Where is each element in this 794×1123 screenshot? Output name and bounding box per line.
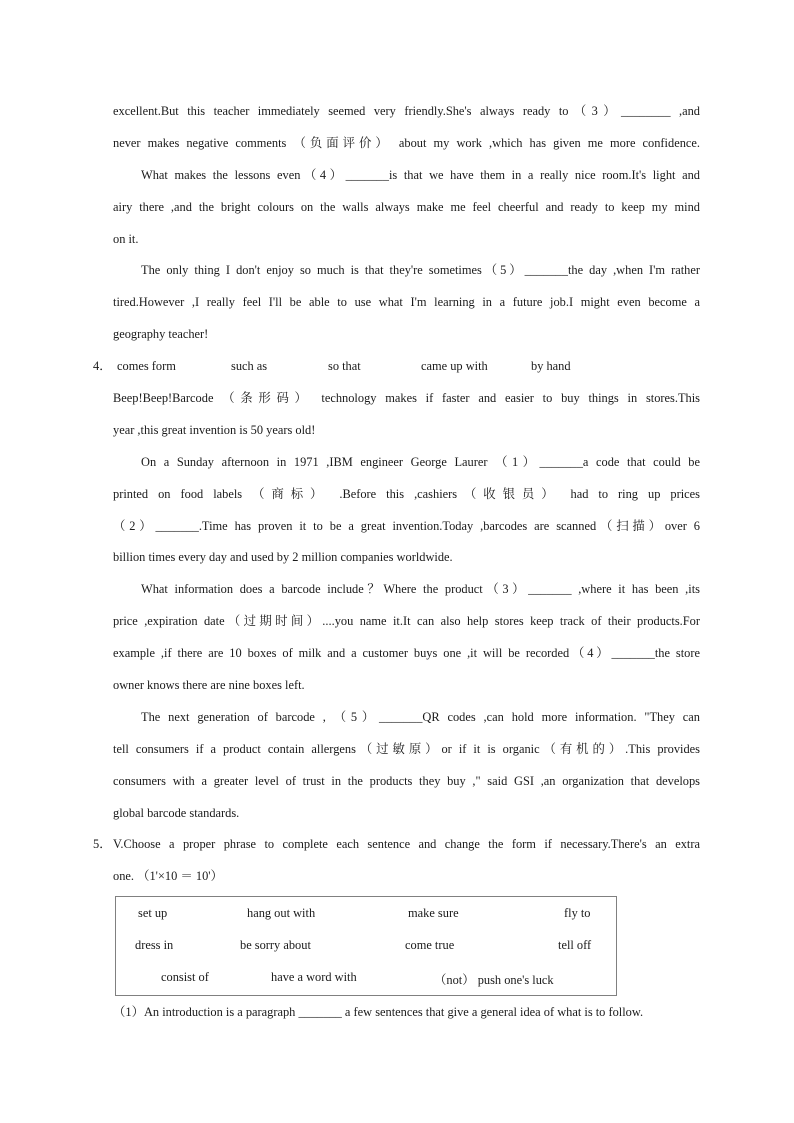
- q4-option-5: by hand: [531, 359, 571, 374]
- q4-line-1: Beep!Beep!Barcode （条形码） technology makes if faster and easier to buy things in stores.This: [113, 391, 700, 406]
- q4-line-3: On a Sunday afternoon in 1971 ,IBM engineer George Laurer （1）_______a code that could be: [141, 454, 700, 469]
- phrase-fly-to: fly to: [564, 906, 591, 921]
- phrase-make-sure: make sure: [408, 906, 459, 921]
- q4-line-2: year ,this great invention is 50 years old!: [113, 422, 316, 437]
- q3-line-2: never makes negative comments （负面评价） about my work ,which has given me more confidence.: [113, 135, 700, 150]
- q5-instruction-text: V.Choose a proper phrase to complete each sentence and change the form if necessary.There's an extra: [113, 837, 700, 852]
- q4-line-7: What information does a barcode include？Where the product（3）_______ ,where it has been ,its: [141, 582, 700, 597]
- q3-line-7: tired.However ,I really feel I'll be able to use what I'm learning in a future job.I might even become a: [113, 295, 700, 310]
- q4-line-12: tell consumers if a product contain allergens（过敏原）or if it is organic（有机的）.This provides: [113, 741, 700, 756]
- q4-options-row: [93, 351, 700, 383]
- q3-line-3: What makes the lessons even（4）_______is that we have them in a really nice room.It's light and: [141, 167, 700, 182]
- q5-instruction-line-2: one. （1'×10 ＝ 10'）: [113, 869, 223, 884]
- q3-line-1: excellent.But this teacher immediately seemed very friendly.She's always ready to（3）________ ,and: [113, 104, 700, 118]
- q4-option-4: came up with: [421, 359, 488, 374]
- q4-line-9: example ,if there are 10 boxes of milk and a customer buys one ,it will be recorded（4）_______the store: [113, 646, 700, 661]
- phrase-have-a-word-with: have a word with: [271, 970, 357, 985]
- phrase-consist-of: consist of: [161, 970, 209, 985]
- q4-option-3: so that: [328, 359, 361, 374]
- phrase-hang-out-with: hang out with: [247, 906, 316, 921]
- q5-sentence-1: （1）An introduction is a paragraph _______ a few sentences that give a general idea of what is to follow.: [113, 1005, 644, 1020]
- q4-option-2: such as: [231, 359, 268, 374]
- q4-line-6: billion times every day and used by 2 million companies worldwide.: [113, 550, 453, 565]
- q4-line-13: consumers with a greater level of trust in the products they buy ," said GSI ,an organization that develops: [113, 773, 700, 788]
- q3-line-5: on it.: [113, 231, 139, 246]
- q4-line-5: （2）_______.Time has proven it to be a great invention.Today ,barcodes are scanned（扫描）over 6: [113, 518, 700, 533]
- phrase-not-push-ones-luck: （not） push one's luck: [434, 973, 554, 988]
- q3-line-4: airy there ,and the bright colours on the walls always make me feel cheerful and ready to keep my mind: [113, 199, 700, 214]
- q3-line-6: The only thing I don't enjoy so much is that they're sometimes（5）_______the day ,when I'm rather: [141, 263, 700, 278]
- q5-number: 5．: [93, 837, 112, 852]
- phrase-set-up: set up: [138, 906, 168, 921]
- phrase-come-true: come true: [405, 938, 455, 953]
- phrase-tell-off: tell off: [558, 938, 592, 953]
- q4-number: 4．: [93, 359, 112, 374]
- q4-line-8: price ,expiration date（过期时间）....you name it.It can also help stores keep track of their products.For: [113, 614, 700, 629]
- q4-line-11: The next generation of barcode , （5）_______QR codes ,can hold more information. "They can: [141, 709, 700, 724]
- phrase-dress-in: dress in: [135, 938, 174, 953]
- content-column: [93, 96, 700, 1026]
- q3-line-8: geography teacher!: [113, 327, 209, 342]
- q5-instruction-line-1: [93, 829, 700, 861]
- q4-option-1: comes form: [117, 359, 176, 374]
- q4-line-14: global barcode standards.: [113, 805, 240, 820]
- q4-line-4: printed on food labels （商标） .Before this ,cashiers（收银员） had to ring up prices: [113, 486, 700, 501]
- q4-line-10: owner knows there are nine boxes left.: [113, 678, 305, 693]
- phrase-box: [115, 896, 617, 996]
- phrase-be-sorry-about: be sorry about: [240, 938, 311, 953]
